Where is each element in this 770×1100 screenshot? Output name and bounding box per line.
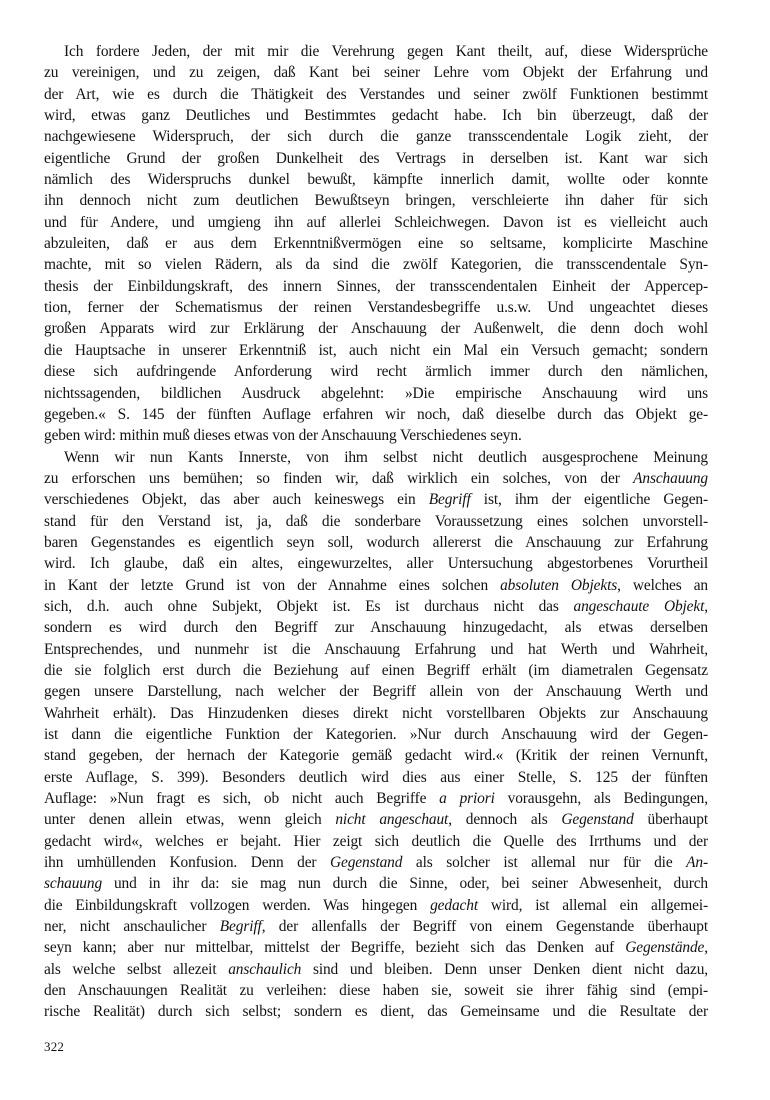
text-line: den Anschauungen Realität zu verleihen: diese haben sie, soweit sie ihrer fähig sind (empi- <box>44 982 708 1000</box>
text-line: zu vereinigen, und zu zeigen, daß Kant bei seiner Lehre vom Objekt der Erfahrung und <box>44 64 708 82</box>
italic-term: a priori <box>439 790 495 808</box>
text-line: nachgewiesene Widerspruch, der sich durch die ganze transscendentale Logik zieht, der <box>44 128 708 146</box>
text-line: die Einbildungskraft vollzogen werden. Was hingegen gedacht wird, ist allemal ein allgemei- <box>44 896 708 914</box>
text-line: der Art, wie es durch die Thätigkeit des Verstandes und seiner zwölf Funktionen bestimmt <box>44 85 708 103</box>
italic-term: Gegenstand <box>561 811 634 829</box>
text-line: thesis der Einbildungskraft, des innern Sinnes, der transscendentalen Einheit der Appercep- <box>44 277 708 295</box>
text-line: in Kant der letzte Grund ist von der Annahme eines solchen absoluten Objekts, welches an <box>44 576 708 594</box>
text-line: abzuleiten, daß er aus dem Erkenntnißvermögen eine so seltsame, komplicirte Maschine <box>44 235 708 253</box>
italic-term: Begriff <box>219 918 262 936</box>
text-line: gedacht wird«, welches er bejaht. Hier zeigt sich deutlich die Quelle des Irrthums und der <box>44 832 708 850</box>
text-line: diese sich aufdringende Anforderung wird recht ärmlich immer durch den nämlichen, <box>44 363 708 381</box>
text-line: schauung und in ihr da: sie mag nun durch die Sinne, oder, bei seiner Abwesenheit, durch <box>44 875 708 893</box>
italic-term: angeschaute Objekt <box>573 597 705 615</box>
page-number: 322 <box>44 1039 65 1054</box>
text-line: baren Gegenstandes es eigentlich seyn soll, wodurch allererst die Anschauung zur Erfahrung <box>44 533 708 551</box>
text-line: unter denen allein etwas, wenn gleich nicht angeschaut, dennoch als Gegenstand überhaupt <box>44 811 708 829</box>
text-line: nichtssagenden, bildlichen Ausdruck abgelehnt: »Die empirische Anschauung wird uns <box>44 384 708 402</box>
italic-term: Gegenstände <box>625 939 705 957</box>
text-line: wird. Ich glaube, daß ein altes, eingewurzeltes, aller Untersuchung abgestorbenes Vorurtheil <box>44 555 708 573</box>
italic-term: Anschauung <box>633 469 708 487</box>
text-line: ihn umhüllenden Konfusion. Denn der Gegenstand als solcher ist allemal nur für die An- <box>44 854 708 872</box>
text-line: machte, mit so vielen Rädern, als da sind die zwölf Kategorien, die transscendentale Syn- <box>44 256 708 274</box>
italic-term: Begriff <box>428 491 471 509</box>
text-line: stand gegeben, der hernach der Kategorie gemäß gedacht wird.« (Kritik der reinen Vernunft, <box>44 747 708 765</box>
text-line: und für Andere, und umgieng ihn auf allerlei Schleichwegen. Davon ist es vielleicht auch <box>44 213 708 231</box>
text-line: nämlich des Widerspruchs dunkel bewußt, kämpfte innerlich damit, wollte oder konnte <box>44 171 708 189</box>
text-line: Wenn wir nun Kants Innerste, von ihm selbst nicht deutlich ausgesprochene Meinung <box>64 448 708 466</box>
text-line: seyn kann; aber nur mittelbar, mittelst der Begriffe, bezieht sich das Denken auf Gegenstände, <box>44 939 708 957</box>
italic-term: Gegenstand <box>330 854 403 872</box>
text-line: ner, nicht anschaulicher Begriff, der allenfalls der Begriff von einem Gegenstande überhaupt <box>44 918 708 936</box>
text-line: erste Auflage, S. 399). Besonders deutlich wird dies aus einer Stelle, S. 125 der fünften <box>44 768 708 786</box>
text-line: stand für den Verstand ist, ja, daß die sonderbare Voraussetzung eines solchen unvorstell- <box>44 512 708 530</box>
text-line: gegeben.« S. 145 der fünften Auflage erfahren wir noch, daß dieselbe durch das Objekt ge- <box>44 405 708 423</box>
text-line: ihn dennoch nicht zum deutlichen Bewußtseyn bringen, verschleierte ihn daher für sich <box>44 192 708 210</box>
text-line: Ich fordere Jeden, der mit mir die Verehrung gegen Kant theilt, auf, diese Widersprüche <box>64 43 708 60</box>
italic-term: gedacht <box>430 896 478 914</box>
text-line: gegen unsere Darstellung, nach welcher der Begriff allein von der Anschauung Werth und <box>44 683 708 701</box>
text-line: Entsprechendes, und nunmehr ist die Anschauung Erfahrung und hat Werth und Wahrheit, <box>44 640 708 658</box>
italic-term: An- <box>686 854 708 872</box>
text-line: rische Realität) durch sich selbst; sondern es dient, das Gemeinsame und die Resultate der <box>44 1003 708 1021</box>
italic-term: anschaulich <box>228 960 302 978</box>
text-line: ist dann die eigentliche Funktion der Kategorien. »Nur durch Anschauung wird der Gegen- <box>44 726 708 743</box>
text-line: eigentliche Grund der großen Dunkelheit des Vertrags in derselben ist. Kant war sich <box>44 149 708 167</box>
text-line: sich, d.h. auch ohne Subjekt, Objekt ist. Es ist durchaus nicht das angeschaute Objekt, <box>44 597 708 615</box>
text-line: die Hauptsache in unserer Erkenntniß ist, auch nicht ein Mal ein Versuch gemacht; sondern <box>44 341 708 359</box>
text-line: Wahrheit erhält). Das Hinzudenken dieses direkt nicht vorstellbaren Objekts zur Anschauung <box>44 704 708 722</box>
text-line: die sie folglich erst durch die Beziehung auf einen Begriff erhält (im diametralen Gegensatz <box>44 661 708 679</box>
text-line: geben wird: mithin muß dieses etwas von der Anschauung Verschiedenes seyn. <box>44 427 522 445</box>
text-line: zu erforschen uns bemühen; so finden wir, daß wirklich ein solches, von der Anschauung <box>44 469 708 487</box>
text-line: sondern es wird durch den Begriff zur Anschauung hinzugedacht, als etwas derselben <box>44 619 708 637</box>
text-line: verschiedenes Objekt, das aber auch keineswegs ein Begriff ist, ihm der eigentliche Gegen- <box>44 491 708 509</box>
text-line: tion, ferner der Schematismus der reinen Verstandesbegriffe u.s.w. Und ungeachtet dieses <box>44 299 708 317</box>
italic-term: schauung <box>44 875 103 893</box>
text-line: großen Apparats wird zur Erklärung der Anschauung der Außenwelt, die denn doch wohl <box>44 320 708 338</box>
text-line: Auflage: »Nun fragt es sich, ob nicht auch Begriffe a priori vorausgehn, als Bedingungen, <box>44 790 708 808</box>
italic-term: absoluten Objekts <box>500 576 618 594</box>
italic-term: nicht angeschaut <box>335 811 449 829</box>
text-line: als welche selbst allezeit anschaulich sind und bleiben. Denn unser Denken dient nicht dazu, <box>44 960 708 978</box>
page-text <box>44 41 708 1023</box>
text-line: wird, etwas ganz Deutliches und Bestimmtes gedacht habe. Ich bin überzeugt, daß der <box>44 107 708 125</box>
